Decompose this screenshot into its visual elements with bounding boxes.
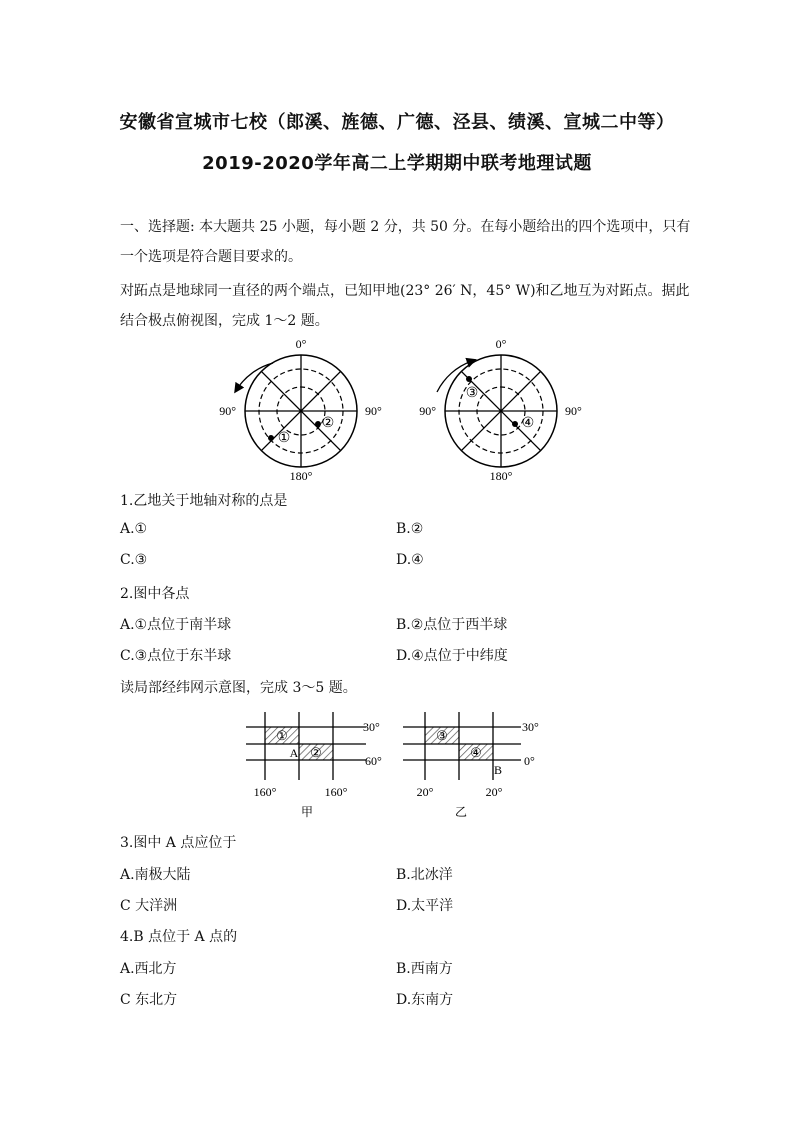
yi-label-4: ④ (470, 745, 482, 760)
question-4-stem: 4.B 点位于 A 点的 (120, 929, 238, 945)
question-1-option-c: C.③ (120, 552, 148, 568)
intro-line-2: 结合极点俯视图，完成 1～2 题。 (120, 313, 329, 329)
graticule-yi (403, 712, 521, 780)
question-2-stem: 2.图中各点 (120, 586, 190, 602)
yi-caption: 乙 (454, 805, 468, 819)
intro-2: 读局部经纬网示意图，完成 3～5 题。 (120, 680, 357, 696)
graticule-figure (238, 710, 558, 825)
label-90-left-west: 90° (219, 404, 236, 418)
jia-label-1: ① (276, 728, 288, 743)
jia-label-2: ② (310, 745, 322, 760)
point-2-label: ② (321, 416, 335, 431)
jia-lat-top: 30° (363, 720, 380, 734)
point-a-label: A (289, 746, 299, 760)
section-heading-line-2: 一个选项是符合题目要求的。 (120, 249, 302, 265)
section-heading-line-1: 一、选择题: 本大题共 25 小题，每小题 2 分，共 50 分。在每小题给出的四个选项中，只有 (120, 219, 691, 235)
yi-lon-right: 20° (485, 785, 503, 799)
label-90-left-east: 90° (365, 404, 382, 418)
label-180-right: 180° (489, 469, 513, 482)
question-4-option-d: D.东南方 (396, 992, 454, 1008)
label-180-left: 180° (289, 469, 313, 482)
question-2-option-b: B.②点位于西半球 (396, 617, 508, 633)
polar-diagram-right (437, 355, 557, 467)
question-2-option-d: D.④点位于中纬度 (396, 648, 508, 664)
title-line-2: 2019-2020学年高二上学期期中联考地理试题 (202, 153, 592, 174)
point-3-label: ③ (465, 386, 479, 401)
question-4-option-b: B.西南方 (396, 961, 453, 977)
intro-line-1: 对跖点是地球同一直径的两个端点，已知甲地(23° 26′ N，45° W)和乙地互为对跖点。据此 (120, 283, 690, 299)
jia-caption: 甲 (300, 805, 314, 819)
jia-lon-left: 160° (253, 785, 277, 799)
graticule-jia (246, 712, 366, 780)
yi-lat-top: 30° (522, 720, 539, 734)
polar-view-figure (210, 332, 590, 482)
yi-label-3: ③ (436, 728, 448, 743)
yi-lat-bottom: 0° (524, 754, 535, 768)
point-b-label: B (493, 763, 503, 777)
question-1-option-a: A.① (120, 521, 148, 537)
label-0-left: 0° (295, 337, 307, 351)
question-3-stem: 3.图中 A 点应位于 (120, 835, 237, 851)
label-90-right-east: 90° (565, 404, 582, 418)
point-1-label: ① (277, 431, 291, 446)
question-3-option-b: B.北冰洋 (396, 867, 453, 883)
title-line-1: 安徽省宣城市七校（郎溪、旌德、广德、泾县、绩溪、宣城二中等） (119, 112, 675, 133)
question-3-option-a: A.南极大陆 (120, 867, 191, 883)
polar-diagram-left (237, 355, 357, 467)
question-4-option-a: A.西北方 (120, 961, 177, 977)
question-1-option-d: D.④ (396, 552, 424, 568)
question-4-option-c: C 东北方 (120, 992, 178, 1008)
jia-lat-bottom: 60° (365, 754, 382, 768)
label-0-right: 0° (495, 337, 507, 351)
question-3-option-d: D.太平洋 (396, 898, 454, 914)
question-2-option-c: C.③点位于东半球 (120, 648, 232, 664)
question-2-option-a: A.①点位于南半球 (120, 617, 232, 633)
question-1-stem: 1.乙地关于地轴对称的点是 (120, 493, 288, 509)
point-4-label: ④ (521, 416, 535, 431)
question-1-option-b: B.② (396, 521, 424, 537)
yi-lon-left: 20° (416, 785, 434, 799)
label-90-right-west: 90° (419, 404, 436, 418)
question-3-option-c: C 大洋洲 (120, 898, 178, 914)
jia-lon-right: 160° (324, 785, 348, 799)
